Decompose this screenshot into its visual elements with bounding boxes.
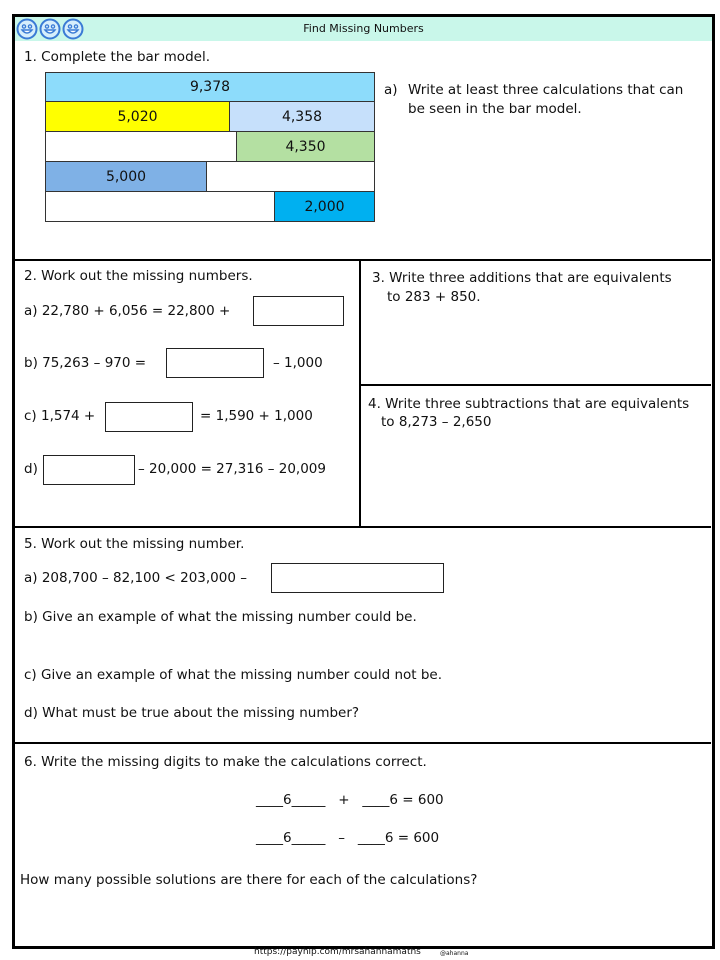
q2d-text: d) (24, 461, 38, 477)
bar-missing[interactable] (45, 191, 275, 222)
divider (359, 260, 361, 526)
q1a-line1: Write at least three calculations that can (408, 82, 684, 98)
divider (14, 526, 711, 528)
bar-missing[interactable] (45, 131, 237, 162)
q2d-answer-box[interactable] (43, 455, 135, 485)
page-title: Find Missing Numbers (303, 22, 424, 35)
q3-line2: to 283 + 850. (387, 289, 481, 305)
q3-line1: 3. Write three additions that are equivalents (372, 270, 672, 286)
q5c-text: c) Give an example of what the missing number could not be. (24, 667, 443, 683)
bar-missing[interactable] (206, 161, 375, 192)
q5-title: 5. Work out the missing number. (24, 536, 245, 552)
q2b-answer-box[interactable] (166, 348, 264, 378)
q2c-answer-box[interactable] (105, 402, 193, 432)
header-bar (15, 17, 712, 41)
q5b-text: b) Give an example of what the missing number could be. (24, 609, 417, 625)
q4-line2: to 8,273 – 2,650 (381, 414, 492, 430)
bar-value: 9,378 (189, 79, 231, 95)
divider (360, 384, 711, 386)
q1a-label: a) (384, 82, 398, 98)
q6-calc-subtraction[interactable]: ____6_____ – ____6 = 600 (256, 830, 440, 846)
q2a-answer-box[interactable] (253, 296, 344, 326)
footer-url[interactable]: https://payhip.com/mrsahannamaths (254, 947, 421, 957)
bar-value: 2,000 (304, 198, 345, 215)
bar-part (45, 161, 207, 192)
bar-value: 4,350 (285, 138, 326, 155)
footer-handle: @ahanna (440, 950, 469, 957)
bar-value: 5,000 (105, 168, 147, 185)
bar-value: 5,020 (117, 108, 158, 125)
q5d-text: d) What must be true about the missing number? (24, 705, 360, 721)
q6-calc-addition[interactable]: ____6_____ + ____6 = 600 (256, 792, 444, 808)
q5a-answer-box[interactable] (271, 563, 444, 593)
q6-title: 6. Write the missing digits to make the calculations correct. (24, 754, 427, 770)
q5a-text: a) 208,700 – 82,100 < 203,000 – (24, 570, 247, 586)
q2d-suffix: – 20,000 = 27,316 – 20,009 (138, 461, 326, 477)
q2b-suffix: – 1,000 (273, 355, 323, 371)
bar-part (229, 101, 375, 132)
q2c-suffix: = 1,590 + 1,000 (200, 408, 313, 424)
q1-title: 1. Complete the bar model. (24, 49, 210, 65)
bar-part (236, 131, 375, 162)
bar-part (274, 191, 375, 222)
divider (14, 742, 711, 744)
bar-total (45, 72, 375, 102)
q2-title: 2. Work out the missing numbers. (24, 268, 253, 284)
bar-part (45, 101, 230, 132)
q1a-line2: be seen in the bar model. (408, 101, 582, 117)
q2c-text: c) 1,574 + (24, 408, 96, 424)
q6-followup: How many possible solutions are there for each of the calculations? (20, 872, 478, 888)
bar-value: 4,358 (281, 108, 323, 125)
q2a-text: a) 22,780 + 6,056 = 22,800 + (24, 303, 231, 319)
q2b-text: b) 75,263 – 970 = (24, 355, 147, 371)
q4-line1: 4. Write three subtractions that are equivalents (368, 396, 690, 412)
divider (14, 259, 711, 261)
